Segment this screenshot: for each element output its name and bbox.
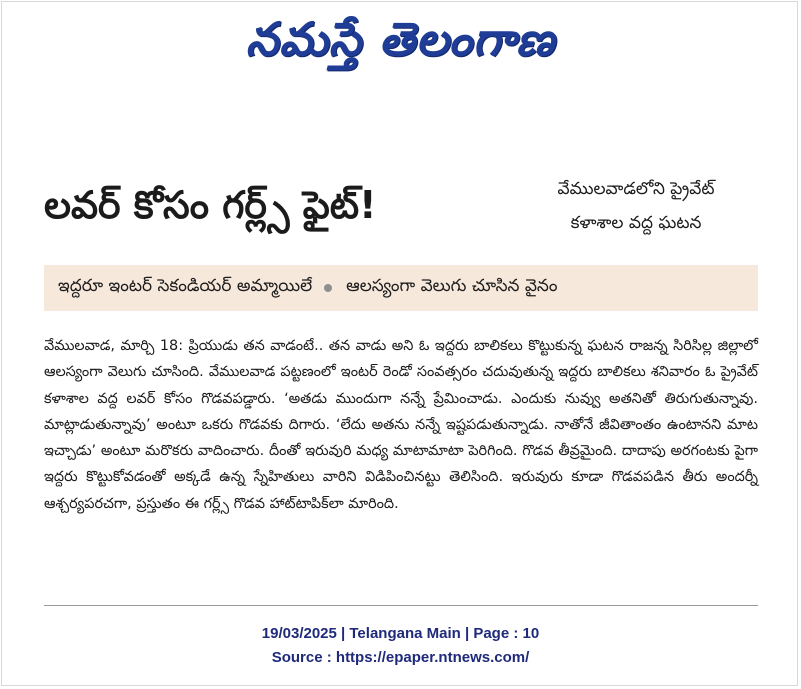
clipping-footer <box>0 622 801 670</box>
article-kicker <box>520 172 752 240</box>
article-headline: లవర్ కోసం గర్ల్స్ ఫైట్! <box>44 183 377 227</box>
subhead-second: ఆలస్యంగా వెలుగు చూసిన వైనం <box>346 276 558 296</box>
footer-divider <box>44 605 758 606</box>
kicker-line-1: వేములవాడలోని ప్రైవేట్ <box>557 179 715 199</box>
kicker-line-2: కళాశాల వద్ద ఘటన <box>570 213 702 233</box>
newspaper-masthead: నమస్తే తెలంగాణ <box>245 12 556 66</box>
article-body: వేములవాడ, మార్చి 18: ప్రియుడు తన వాడంటే.. తన వాడు అని ఓ ఇద్దరు బాలికలు కొట్టుకున్న ఘటన రాజన్న సిరిసిల్ల జిల్లాలో ఆలస్యంగా వెలుగు చూసింది. వేములవాడ పట్టణంలో ఇంటర్ రెండో సంవత్సరం చదువుతున్న ఇద్దరు బాలికలు శనివారం ఓ ప్రైవేట్ కళాశాల వద్ద లవర్ కోసం గొడవపడ్డారు. ‘అతడు ముందుగా నన్నే ప్రేమించాడు. ఎందుకు నువ్వు అతనితో తిరుగుతున్నావు. మాట్లాడుతున్నావు’ అంటూ ఒకరు గొడవకు దిగారు. ‘లేదు అతను నన్నే ఇష్టపడుతున్నాడు. నాతోనే జీవితాంతం ఉంటానని మాట ఇచ్చాడు’ అంటూ మరొకరు వాదించారు. దీంతో ఇరువురి మధ్య మాటామాటా పెరిగింది. గొడవ తీవ్రమైంది. దాదాపు అరగంటకు పైగా ఇద్దరు కొట్టుకోవడంతో అక్కడే ఉన్న స్నేహితులు వారిని విడిపించినట్టు తెలిసింది. ఇరువురు కూడా గొడవపడిన తీరు అందర్నీ ఆశ్చర్యపరచగా, ప్రస్తుతం ఈ గర్ల్స్ గొడవ హాట్‌టాపిక్‌లా మారింది. <box>44 338 758 512</box>
subhead-first: ఇద్దరూ ఇంటర్ సెకండియర్ అమ్మాయిలే <box>58 276 313 296</box>
source-info: Source : https://epaper.ntnews.com/ <box>271 649 530 666</box>
subheadline-bar <box>44 265 758 311</box>
bullet-dot-icon <box>324 284 332 292</box>
edition-info: 19/03/2025 | Telangana Main | Page : 10 <box>261 625 540 642</box>
